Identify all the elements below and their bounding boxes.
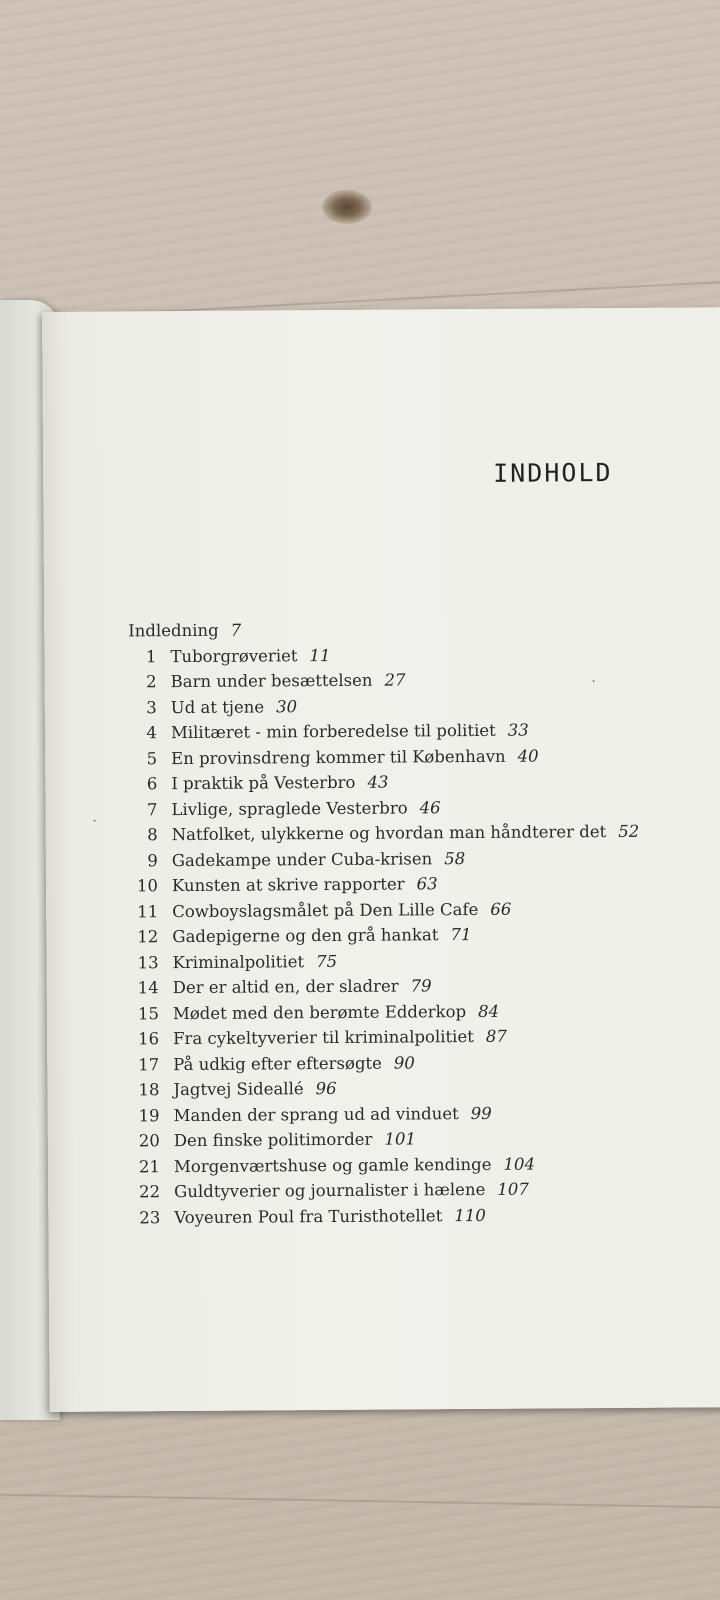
- table-of-contents: [128, 617, 692, 1233]
- chapter-title: Ud at tjene: [170, 696, 265, 717]
- chapter-number: 14: [137, 978, 159, 998]
- toc-entry: [129, 668, 689, 697]
- entry-page-number: 75: [315, 951, 338, 971]
- entry-title: Indledning: [128, 620, 219, 641]
- chapter-title: Gadekampe under Cuba-krisen: [171, 848, 433, 870]
- toc-entry: [131, 1076, 691, 1105]
- chapter-title: Cowboyslagsmålet på Den Lille Cafe: [172, 899, 479, 921]
- chapter-number: 12: [137, 927, 159, 947]
- toc-entry: [132, 1127, 692, 1156]
- entry-page-number: 99: [470, 1103, 492, 1123]
- chapter-number: 3: [146, 697, 157, 717]
- chapter-title: Natfolket, ulykkerne og hvordan man håndterer det: [171, 822, 607, 845]
- toc-entry: [131, 974, 691, 1003]
- entry-page-number: 104: [503, 1154, 536, 1174]
- chapter-title: Mødet med den berømte Edderkop: [172, 1001, 467, 1023]
- toc-entry: [132, 1102, 692, 1131]
- chapter-title: Jagtvej Sideallé: [173, 1079, 304, 1100]
- toc-entry: [128, 643, 688, 672]
- toc-entry: [130, 872, 690, 901]
- toc-entry: [132, 1204, 692, 1233]
- paper-speck: [593, 680, 595, 682]
- chapter-number: 19: [138, 1105, 160, 1125]
- chapter-title: Kriminalpolitiet: [172, 951, 305, 972]
- toc-entry: [129, 719, 689, 748]
- entry-page-number: 40: [517, 746, 539, 766]
- chapter-title: Manden der sprang ud ad vinduet: [173, 1103, 459, 1125]
- chapter-title: Guldtyverier og journalister i hælene: [174, 1179, 486, 1202]
- entry-page-number: 107: [497, 1179, 529, 1199]
- entry-page-number: 101: [384, 1129, 416, 1149]
- chapter-title: Der er altid en, der sladrer: [172, 976, 399, 998]
- chapter-title: I praktik på Vesterbro: [171, 772, 356, 794]
- chapter-number: 16: [138, 1029, 160, 1049]
- chapter-number: 23: [139, 1207, 161, 1227]
- toc-entry: [129, 694, 689, 723]
- entry-page-number: 7: [230, 620, 242, 640]
- chapter-title: Voyeuren Poul fra Turisthotellet: [174, 1205, 443, 1227]
- toc-entry: [130, 847, 690, 876]
- entry-page-number: 84: [478, 1001, 500, 1021]
- entry-page-number: 79: [410, 976, 432, 996]
- toc-entry: [130, 821, 690, 850]
- chapter-title: Barn under besættelsen: [170, 670, 373, 692]
- chapter-title: På udkig efter eftersøgte: [173, 1053, 382, 1074]
- chapter-title: Livlige, spraglede Vesterbro: [171, 797, 408, 819]
- entry-page-number: 43: [367, 772, 389, 792]
- entry-page-number: 27: [384, 670, 406, 690]
- toc-entry: [130, 898, 690, 927]
- chapter-number: 18: [138, 1080, 160, 1100]
- toc-entry: [130, 949, 690, 978]
- chapter-number: 10: [136, 876, 159, 896]
- wood-plank-seam: [0, 1493, 720, 1508]
- chapter-number: 22: [139, 1182, 161, 1202]
- entry-page-number: 63: [416, 874, 438, 894]
- chapter-number: 17: [138, 1054, 160, 1074]
- chapter-number: 7: [146, 799, 158, 819]
- wood-knot: [322, 190, 372, 224]
- chapter-title: Militæret - min forberedelse til politiet: [170, 720, 496, 743]
- toc-entry-intro: [128, 617, 688, 646]
- paper-speck: [94, 820, 96, 822]
- toc-entry: [131, 1000, 691, 1029]
- toc-entry: [132, 1178, 692, 1207]
- chapter-number: 21: [138, 1156, 161, 1176]
- entry-page-number: 96: [315, 1078, 337, 1099]
- toc-entry: [132, 1153, 692, 1182]
- chapter-title: Gadepigerne og den grå hankat: [172, 925, 439, 947]
- chapter-title: En provinsdreng kommer til København: [171, 746, 506, 768]
- chapter-number: 9: [147, 850, 158, 870]
- entry-page-number: 33: [507, 720, 529, 740]
- chapter-title: Fra cykeltyverier til kriminalpolitiet: [173, 1027, 474, 1049]
- entry-page-number: 110: [454, 1205, 486, 1225]
- chapter-number: 2: [146, 672, 157, 692]
- toc-entry: [131, 1051, 691, 1080]
- chapter-number: 20: [138, 1131, 160, 1151]
- chapter-title: Kunsten at skrive rapporter: [171, 874, 405, 896]
- entry-page-number: 71: [450, 925, 472, 945]
- entry-page-number: 46: [419, 797, 441, 817]
- entry-page-number: 58: [444, 848, 466, 868]
- entry-page-number: 90: [393, 1052, 415, 1073]
- entry-page-number: 11: [309, 645, 331, 665]
- chapter-title: Den finske politimorder: [173, 1129, 373, 1151]
- toc-entry: [131, 1025, 691, 1054]
- chapter-number: 6: [146, 774, 158, 794]
- entry-page-number: 52: [618, 821, 640, 841]
- toc-entry: [129, 770, 689, 799]
- chapter-number: 4: [146, 723, 158, 743]
- toc-entry: [129, 745, 689, 774]
- entry-page-number: 66: [490, 899, 512, 919]
- toc-entry: [130, 923, 690, 952]
- book-page: [42, 307, 720, 1412]
- entry-page-number: 30: [276, 696, 298, 716]
- chapter-number: 15: [137, 1003, 159, 1023]
- chapter-title: Tuborgrøveriet: [170, 645, 298, 666]
- chapter-title: Morgenværtshuse og gamle kendinge: [173, 1154, 492, 1176]
- chapter-number: 8: [147, 825, 158, 845]
- chapter-number: 5: [146, 748, 158, 768]
- chapter-number: 1: [145, 646, 157, 666]
- toc-entry: [129, 796, 689, 825]
- chapter-number: 11: [137, 901, 159, 921]
- entry-page-number: 87: [485, 1026, 507, 1046]
- chapter-number: 13: [137, 952, 159, 972]
- page-title: INDHOLD: [493, 458, 613, 488]
